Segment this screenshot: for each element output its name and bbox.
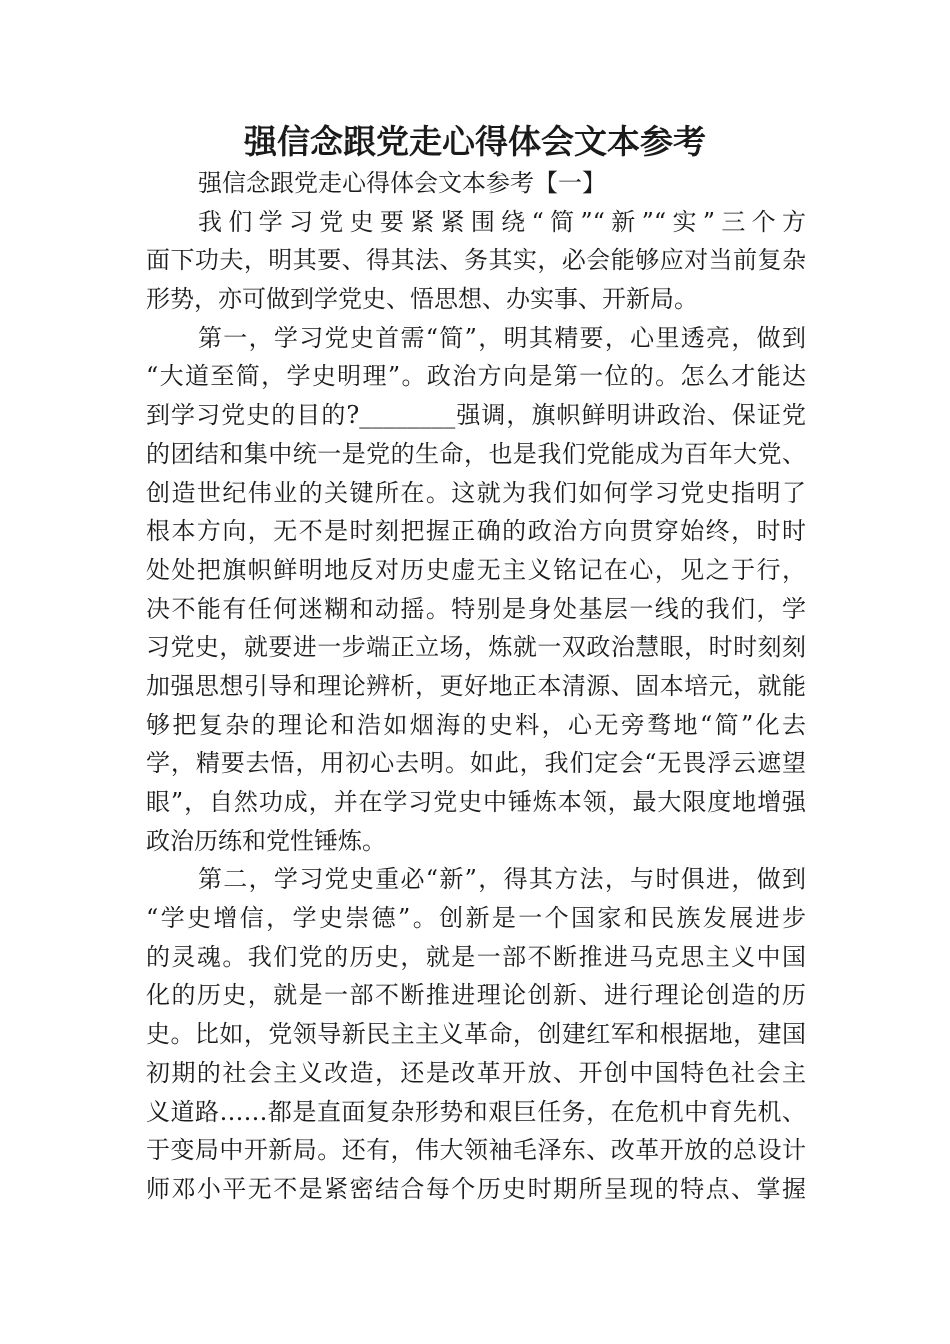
paragraph-line: 史。比如，党领导新民主主义革命，创建红军和根据地，建国: [146, 1020, 806, 1049]
paragraph-line: 师邓小平无不是紧密结合每个历史时期所呈现的特点、掌握: [146, 1174, 806, 1203]
paragraph-line: “学史增信，学史崇德”。创新是一个国家和民族发展进步: [146, 904, 806, 933]
paragraph-line: 我们学习党史要紧紧围绕“简”“新”“实”三个方: [198, 207, 806, 236]
paragraph-line: 学，精要去悟，用初心去明。如此，我们定会“无畏浮云遮望: [146, 749, 806, 778]
paragraph-line: 到学习党史的目的?________强调，旗帜鲜明讲政治、保证党: [146, 401, 806, 430]
paragraph-line: 眼”，自然功成，并在学习党史中锤炼本领，最大限度地增强: [146, 788, 806, 816]
paragraph-line: 根本方向，无不是时刻把握正确的政治方向贯穿始终，时时: [146, 517, 806, 546]
paragraph-line: 加强思想引导和理论辨析，更好地正本清源、固本培元，就能: [146, 671, 806, 700]
paragraph-line: 政治历练和党性锤炼。: [146, 826, 386, 855]
paragraph-line: 面下功夫，明其要、得其法、务其实，必会能够应对当前复杂: [146, 246, 806, 275]
paragraph-line: 初期的社会主义改造，还是改革开放、开创中国特色社会主: [146, 1058, 806, 1087]
document-title: 强信念跟党走心得体会文本参考: [244, 122, 706, 161]
paragraph-line: 创造世纪伟业的关键所在。这就为我们如何学习党史指明了: [146, 478, 806, 507]
paragraph-line: “大道至简，学史明理”。政治方向是第一位的。怎么才能达: [146, 362, 806, 391]
paragraph-line: 处处把旗帜鲜明地反对历史虚无主义铭记在心，见之于行，: [146, 555, 806, 584]
paragraph-line: 义道路……都是直面复杂形势和艰巨任务，在危机中育先机、: [146, 1097, 806, 1126]
paragraph-line: 的团结和集中统一是党的生命，也是我们党能成为百年大党、: [146, 439, 806, 468]
paragraph-line: 化的历史，就是一部不断推进理论创新、进行理论创造的历: [146, 981, 806, 1010]
paragraph-line: 的灵魂。我们党的历史，就是一部不断推进马克思主义中国: [146, 942, 806, 971]
paragraph-line: 第一，学习党史首需“简”，明其精要，心里透亮，做到: [198, 323, 806, 352]
paragraph-line: 形势，亦可做到学党史、悟思想、办实事、开新局。: [146, 285, 698, 314]
document-body: [146, 164, 806, 1209]
paragraph-line: 于变局中开新局。还有，伟大领袖毛泽东、改革开放的总设计: [146, 1136, 806, 1165]
paragraph-line: 够把复杂的理论和浩如烟海的史料，心无旁骛地“简”化去: [146, 710, 806, 739]
paragraph-line: 习党史，就要进一步端正立场，炼就一双政治慧眼，时时刻刻: [146, 633, 806, 662]
subtitle-line: 强信念跟党走心得体会文本参考【一】: [198, 169, 606, 197]
paragraph-line: 决不能有任何迷糊和动摇。特别是身处基层一线的我们，学: [146, 594, 806, 623]
paragraph-line: 第二，学习党史重必“新”，得其方法，与时俱进，做到: [198, 865, 806, 894]
